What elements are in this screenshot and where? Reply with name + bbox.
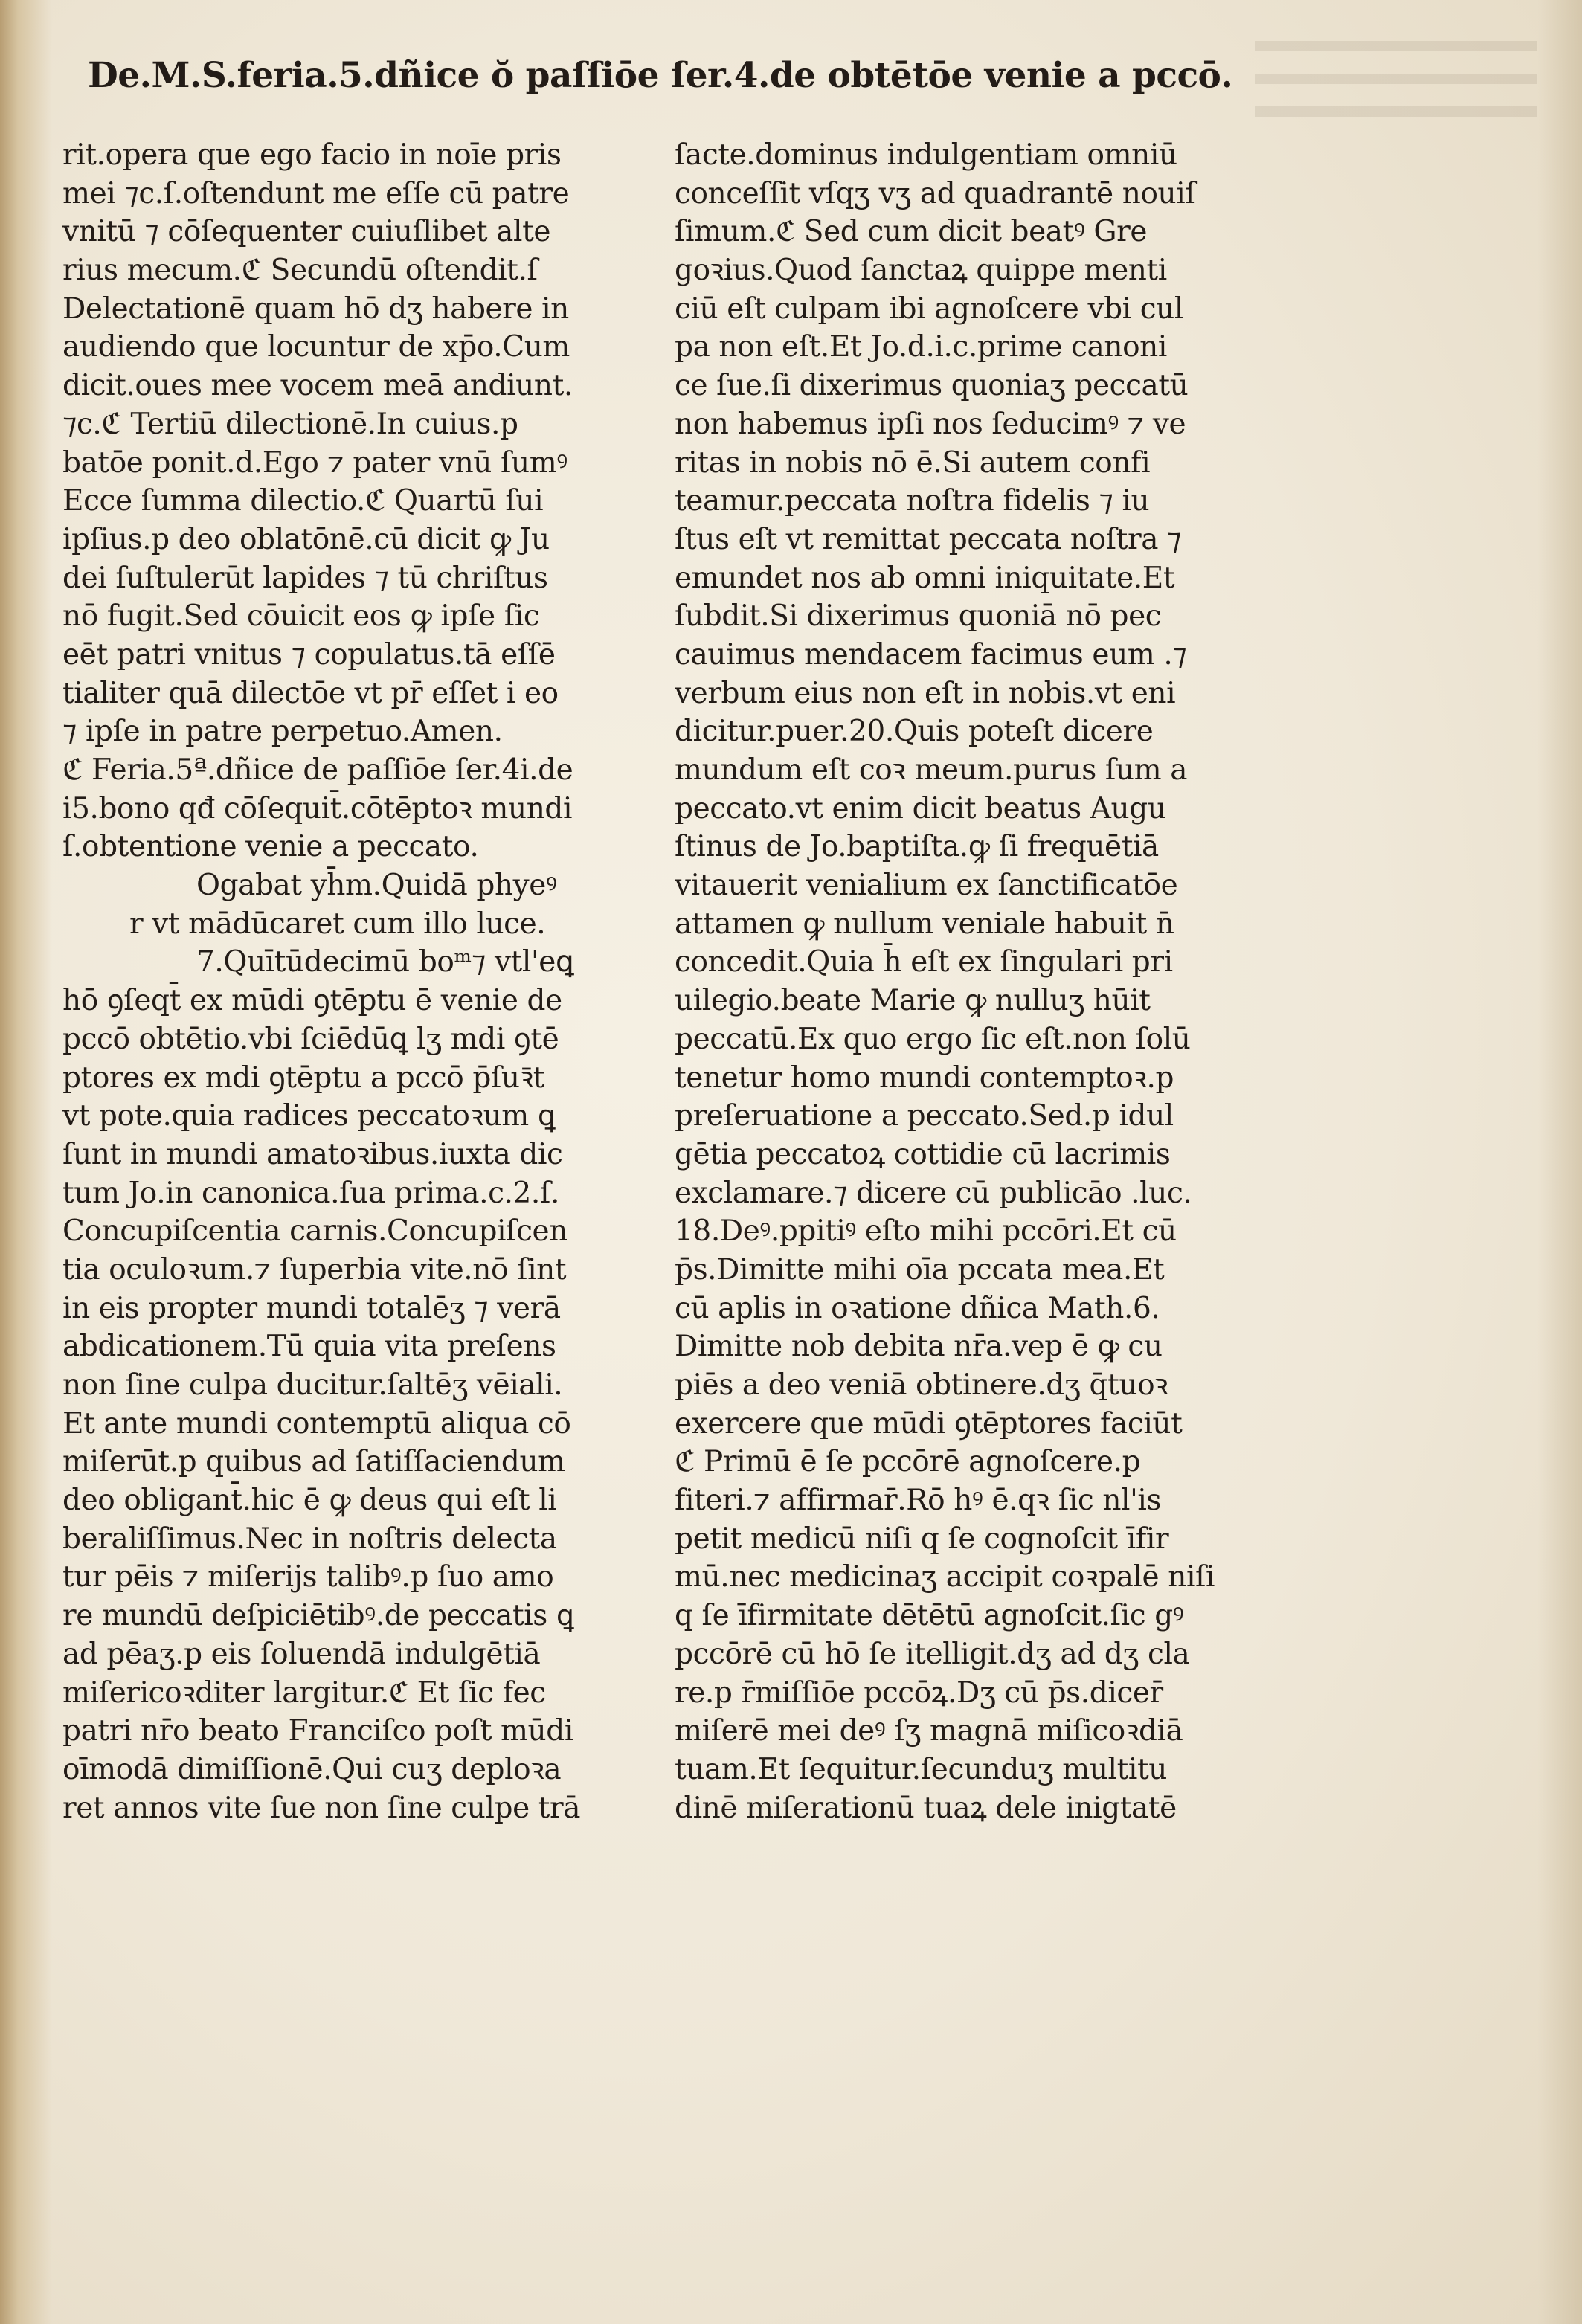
text-line: batōe ponit.d.Ego ⁊ pater vnū ſumꝰ xyxy=(62,445,567,480)
text-line: conceſſit vſqʒ vʒ ad quadrantē nouiſ xyxy=(675,176,1196,210)
text-line: q ſe īfirmitate dētētū agnoſcit.ſic gꝰ xyxy=(675,1599,1184,1633)
text-line: tuam.Et ſequitur.ſecunduʒ multitu xyxy=(675,1752,1167,1786)
text-line: 7.Quītūdecimū boᵐ⁊ vtl'eꝗ xyxy=(196,945,574,979)
text-line: pa non eſt.Et Jo.d.i.c.prime canoni xyxy=(675,330,1167,364)
text-line: non habemus ipſi nos ſeducimꝰ ⁊ ve xyxy=(675,407,1186,441)
text-line: rit.opera que ego facio in noīe pris xyxy=(62,138,562,172)
text-line: concedit.Quia h̄ eſt ex ſingulari pri xyxy=(675,945,1173,979)
page-edge xyxy=(1537,0,1582,2324)
text-line: Concupiſcentia carnis.Concupiſcen xyxy=(62,1214,567,1249)
text-line: fiteri.⁊ affirmar̄.Rō hꝰ ē.qꝛ ſic nl'is xyxy=(675,1484,1162,1518)
text-line: ſ.obtentione venie a peccato. xyxy=(62,830,479,864)
text-line: pccō obtētio.vbi ſciēdūꝗ lʒ mdi ꝯtē xyxy=(62,1022,559,1056)
text-line: 18.Deꝰ.ppitiꝰ eſto mihi pccōri.Et cū xyxy=(675,1214,1177,1249)
text-line: mei ⁊c.ſ.oſtendunt me eſſe cū patre xyxy=(62,176,570,210)
text-line: ritas in nobis nō ē.Si autem confi xyxy=(675,445,1151,480)
text-line: ſunt in mundi amatoꝛibus.iuxta dic xyxy=(62,1137,563,1171)
text-line: miſericoꝛditer largitur.ℭ Et ſic fec xyxy=(62,1676,546,1710)
text-line: preſeruatione a peccato.Sed.p idul xyxy=(675,1099,1174,1133)
text-line: ⁊c.ℭ Tertiū dilectionē.In cuius.p xyxy=(62,407,518,441)
text-line: p̄s.Dimitte mihi oīa pccata mea.Et xyxy=(675,1252,1165,1287)
text-line: attamen ꝙ nullum veniale habuit n̄ xyxy=(675,907,1174,941)
show-through-text xyxy=(1255,41,1537,130)
text-line: oīmodā dimiſſionē.Qui cuʒ deploꝛa xyxy=(62,1752,562,1786)
text-line: i5.bono qđ cōſequit̄.cōtēptoꝛ mundi xyxy=(62,791,573,825)
text-line: cū aplis in oꝛatione dñica Math.6. xyxy=(675,1291,1160,1325)
text-line: vt pote.quia radices peccatoꝛum ꝗ xyxy=(62,1099,556,1133)
text-line: peccatū.Ex quo ergo ſic eſt.non ſolū xyxy=(675,1022,1191,1056)
text-line: ſtinus de Jo.baptiſta.ꝙ ſi frequētiā xyxy=(675,830,1159,864)
text-line: pccōrē cū hō ſe itelligit.dʒ ad dʒ cla xyxy=(675,1637,1190,1671)
text-line: gētia peccatoꝝ cottidie cū lacrimis xyxy=(675,1137,1171,1171)
text-line: exclamare.⁊ dicere cū publicāo .luc. xyxy=(675,1176,1192,1210)
text-line: peccato.vt enim dicit beatus Augu xyxy=(675,791,1166,825)
left-column xyxy=(62,136,643,1827)
text-line: in eis propter mundi totalēʒ ⁊ verā xyxy=(62,1291,561,1325)
text-line: tia oculoꝛum.⁊ ſuperbia vite.nō ſint xyxy=(62,1252,567,1287)
text-line: Ogabat yh̄m.Quidā phyeꝰ xyxy=(196,869,557,903)
text-line: goꝛius.Quod ſanctaꝝ quippe menti xyxy=(675,254,1167,288)
running-head: De.M.S.feria.5.dñice ŏ paſſiōe ſer.4.de obtētōe venie a pccō. xyxy=(88,55,1233,96)
text-line: mū.nec medicinaʒ accipit coꝛpalē niſi xyxy=(675,1560,1215,1594)
text-line: rius mecum.ℭ Secundū oſtendit.ſ xyxy=(62,254,538,288)
text-line: dinē miſerationū tuaꝝ dele inigtatē xyxy=(675,1791,1177,1825)
binding-gutter xyxy=(0,0,52,2324)
text-line: ℭ Primū ē ſe pccōrē agnoſcere.p xyxy=(675,1445,1141,1479)
text-line: miſerūt.p quibus ad ſatiſſaciendum xyxy=(62,1445,565,1479)
text-line: exercere que mūdi ꝯtēptores faciūt xyxy=(675,1406,1183,1441)
text-line: ſubdit.Si dixerimus quoniā nō pec xyxy=(675,599,1162,634)
text-line: ℭ Feria.5ª.dñice de paſſiōe ſer.4i.de xyxy=(62,753,573,787)
text-line: miſerē mei deꝰ ſʒ magnā miſicoꝛdiā xyxy=(675,1714,1183,1748)
text-line: patri nr̄o beato Franciſco poſt mūdi xyxy=(62,1714,573,1748)
text-line: petit medicū niſi q ſe cognoſcit īfir xyxy=(675,1522,1169,1556)
text-line: ret annos vite ſue non ſine culpe trā xyxy=(62,1791,581,1825)
text-line: ⁊ ipſe in patre perpetuo.Amen. xyxy=(62,715,503,749)
text-line: Ecce ſumma dilectio.ℭ Quartū ſui xyxy=(62,484,544,518)
text-line: tur pēis ⁊ miſerijs talibꝰ.p ſuo amo xyxy=(62,1560,554,1594)
text-line: cauimus mendacem facimus eum .⁊ xyxy=(675,637,1187,672)
text-line: re.p r̄miſſiōe pccōꝝ.Dʒ cū p̄s.dicer̄ xyxy=(675,1676,1163,1710)
text-line: audiendo que locuntur de xp̄o.Cum xyxy=(62,330,570,364)
text-line: non ſine culpa ducitur.ſaltēʒ vēiali. xyxy=(62,1368,563,1402)
text-line: dicitur.puer.20.Quis poteſt dicere xyxy=(675,715,1154,749)
text-line: re mundū deſpiciētibꝰ.de peccatis ꝗ xyxy=(62,1599,574,1633)
text-line: piēs a deo veniā obtinere.dʒ q̄tuoꝛ xyxy=(675,1368,1168,1402)
text-line: teamur.peccata noſtra fidelis ⁊ iu xyxy=(675,484,1150,518)
text-line: tialiter quā dilectōe vt pr̄ eſſet i eo xyxy=(62,676,559,710)
text-line: tenetur homo mundi contemptoꝛ.p xyxy=(675,1060,1174,1095)
text-line: Dimitte nob debita nr̄a.vep ē ꝙ cu xyxy=(675,1330,1163,1364)
text-line: deo obligant̄.hic ē ꝙ deus qui eſt li xyxy=(62,1484,557,1518)
text-line: ptores ex mdi ꝯtēptu a pccō p̄ſuꝛ̄t xyxy=(62,1060,544,1095)
text-line: ſimum.ℭ Sed cum dicit beatꝰ Gre xyxy=(675,215,1148,249)
text-line: hō ꝯſeqt̄ ex mūdi ꝯtēptu ē venie de xyxy=(62,984,562,1018)
text-line: beraliſſimus.Nec in noſtris delecta xyxy=(62,1522,557,1556)
text-line: vitauerit venialium ex ſanctificatōe xyxy=(675,869,1178,903)
text-line: abdicationem.Tū quia vita preſens xyxy=(62,1330,556,1364)
text-line: ciū eſt culpam ibi agnoſcere vbi cul xyxy=(675,292,1183,326)
text-line: dicit.oues mee vocem meā andiunt. xyxy=(62,369,573,403)
text-line: mundum eſt coꝛ meum.purus ſum a xyxy=(675,753,1188,787)
text-line: verbum eius non eſt in nobis.vt eni xyxy=(675,676,1176,710)
text-line: vnitū ⁊ cōſequenter cuiuſlibet alte xyxy=(62,215,551,249)
text-line: ce ſue.ſi dixerimus quoniaʒ peccatū xyxy=(675,369,1189,403)
text-line: uilegio.beate Marie ꝙ nulluʒ hūit xyxy=(675,984,1151,1018)
right-column xyxy=(675,136,1270,1827)
text-line: Et ante mundi contemptū aliqua cō xyxy=(62,1406,571,1441)
text-line: emundet nos ab omni iniquitate.Et xyxy=(675,561,1175,595)
text-line: nō fugit.Sed cōuicit eos ꝙ ipſe ſic xyxy=(62,599,540,634)
text-line: eēt patri vnitus ⁊ copulatus.tā eſſē xyxy=(62,637,556,672)
text-line: tum Jo.in canonica.ſua prima.c.2.ſ. xyxy=(62,1176,559,1210)
text-line: ad pēaʒ.p eis ſoluendā indulgētiā xyxy=(62,1637,541,1671)
text-line: ſtus eſt vt remittat peccata noſtra ⁊ xyxy=(675,522,1182,556)
text-line: dei ſuſtulerūt lapides ⁊ tū chriſtus xyxy=(62,561,548,595)
text-line: Delectationē quam hō dʒ habere in xyxy=(62,292,569,326)
text-line: r vt mādūcaret cum illo luce. xyxy=(129,907,546,941)
text-line: ipſius.p deo oblatōnē.cū dicit ꝙ Ju xyxy=(62,522,550,556)
text-line: ſacte.dominus indulgentiam omniū xyxy=(675,138,1177,172)
